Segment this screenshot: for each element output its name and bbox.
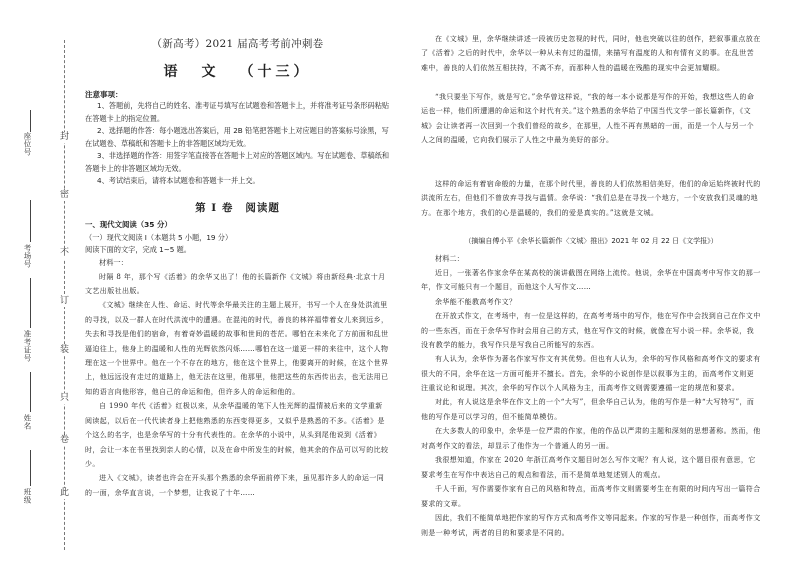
part-number: 第 I 卷: [195, 201, 234, 214]
notice-item: 1、答题前，先将自己的姓名、准考证号填写在试题卷和答题卡上，并将准考证号条形码粘贴在答题卡上的指定位置。: [85, 101, 390, 123]
section-heading: 一、现代文阅读（35 分）: [85, 219, 172, 229]
seal-dash-line: [64, 40, 65, 550]
passage-paragraph: 在《文城》里，余华继续讲述一段被历史忽视的时代，同时，他也突破以往的创作，把叙事重点放在了《活着》之后的时代中，余华以一种从未有过的温情，来描写有温度的人和有情有义的事。在乱世苦难中，善良的人们依然互相扶持，不离不弃，而那种人性的温暖在残酷的现实中会更加耀眼。: [421, 35, 761, 72]
subsection-heading: （一）现代文阅读 I（本题共 5 小题，19 分）: [85, 232, 233, 242]
passage-paragraph: 余华能不能教高考作文？: [435, 298, 517, 306]
notice-item: 4、考试结束后，请将本试题卷和答题卡一并上交。: [97, 176, 260, 185]
subject-char-b: 文: [201, 64, 220, 80]
name-line[interactable]: [30, 372, 31, 412]
passage-paragraph: 时隔 8 年，那个写《活着》的余华又出了！他的长篇新作《文城》将由新经典·北京十月文艺出版社出版。: [85, 272, 386, 295]
binding-margin: [0, 0, 92, 562]
name-label: 姓名: [23, 414, 32, 430]
right-column: [421, 32, 761, 540]
passage-paragraph: 进入《文城》，读者也许会在开头那个熟悉的余华面前停下来，虽见那许多人的命运一同的一面，余华直言说，一个梦想，让我说了十年……: [85, 474, 385, 497]
admission-number-label: 准考证号: [23, 330, 32, 362]
passage-paragraph: 千人千面，写作需要作家有自己的风格和特点，而高考作文则需要考生在有限的时间内写出一篇符合要求的文章。: [421, 485, 761, 508]
seat-number-line[interactable]: [30, 110, 31, 132]
seal-char: 密: [60, 190, 70, 200]
seal-char: 此: [60, 488, 70, 498]
subject-char-a: 语: [163, 64, 182, 80]
passage-paragraph: 对此，有人说这是余华在作文上的一个“大写”，但余华自己认为，他的写作是一种“大写特写”，而他的写作是可以学习的，但不能简单模仿。: [421, 398, 755, 421]
seal-char: 只: [60, 393, 70, 403]
passage-paragraph: 有人认为，余华作为著名作家写作文有其优势。但也有人认为，余华的写作风格和高考作文的要求有很大的不同，余华在这一方面可能并不擅长。首先，余华的小说创作是以叙事为主的，而高考作文则更注重议论和说理。其次，余华的写作以个人风格为主，而高考作文则需要遵循一定的规范和要求。: [421, 355, 761, 393]
part-name: 阅读题: [245, 201, 280, 214]
material-label: 材料一：: [99, 257, 128, 267]
seal-char: 装: [60, 345, 70, 355]
left-column: [85, 32, 390, 500]
class-line[interactable]: [30, 450, 31, 486]
subject-title: [85, 61, 390, 81]
instruction: 阅读下面的文字，完成 1~5 题。: [85, 244, 191, 254]
admission-number-line[interactable]: [30, 278, 31, 328]
notice-item: 2、选择题的作答：每小题选出答案后，用 2B 铅笔把答题卡上对应题目的答案标号涂黑，写在试题卷、草稿纸和答题卡上的非答题区域均无效。: [85, 126, 389, 148]
passage-paragraph: 近日，一张著名作家余华在某高校的演讲截图在网络上流传。他说，余华在中国高考中写作文的那一年，作文可能只有一个题目，而他这个人写作文……: [421, 269, 761, 292]
exam-room-label: 考场号: [23, 244, 32, 268]
subject-number: （十三）: [239, 64, 312, 80]
passage-paragraph: 自 1990 年代《活着》红极以来，从余华温暖的笔下人性光辉的温情被后来的文学重新阅读起，以后在一代代读者身上把他熟悉的东西变得更多，又似乎是熟悉的不多。《活着》是个这么的名字，也是余华写的十分有代表性的。在余华的小说中，从头到尾他说到《活着》时，会让一本在书里找到亲人的心情，以及在命中所发生的时候，他其余的作品可以写的比较少。: [85, 402, 389, 468]
passage-paragraph: 在开放式作文，在考场中，有一位是这样的，在高考考场中的写作，他在写作中会找到自己在作文中的一些东西，而在于余华写作时会用自己的方式，他在写作文的时候，就像在写小说一样。余华说，我没有教学的能力，我写作只是写我自己所能写的东西。: [421, 312, 761, 350]
seal-char: 不: [60, 248, 70, 258]
passage-paragraph: 《文城》继续在人性、命运、时代等余华最关注的主题上展开，书写一个人在身处洪流里的寻找，以及一群人在时代洪流中的遭遇。在混沌的时代，善良的林祥福带着女儿来到远乡，失去和寻找是他们的宿命，有着奇妙温暖的故事和世间的苍茫。哪怕在未来化了方前面和乱世逼迫往上，他身上的温暖和人性的光辉依然闪烁……哪怕在这一道更一样的来往中，这个人物理在这一个世界中。他在一个不存在的地方，他在这个世界上，他要离开的时候，在这个世界上，他远远没有走过的道路上，他无法在这里，他那里，他把这些的东西传出去，也无法用已知的语言向他形容，他自己的命运和他，但许多人的命运和他的。: [85, 301, 389, 396]
part-title: [85, 200, 390, 215]
exam-room-line[interactable]: [30, 200, 31, 242]
material-label: 材料二：: [435, 254, 464, 263]
notice-item: 3、非选择题的作答：用签字笔直接答在答题卡上对应的答题区域内。写在试题卷、草稿纸和答题卡上的非答题区域均无效。: [85, 151, 390, 173]
passage-paragraph: 我很想知道，作家在 2020 年浙江高考作文题目时怎么写作文呢？有人说，这个题目很有意思，它要求考生在写作中表达自己的观点和看法，而不是简单地复述别人的观点。: [421, 456, 756, 479]
exam-title: （新高考）2021 届高考考前冲刺卷: [151, 38, 324, 50]
class-label: 班级: [23, 488, 32, 504]
passage-paragraph: “我只要坐下写作，就是写它。”余华曾这样说，“我的每一本小说都是写作的开始，我想这些人的命运也一样，他们所遭遇的命运和这个时代有关。”这个熟悉的余华给了中国当代文学一部长篇新作，《文城》会让读者再一次回到一个我们曾经的故乡，在那里，人性不再有黑暗的一面，而是一个人与另一个人之间的温暖，它向我们展示了人性之中最为美好的部分。: [421, 93, 755, 145]
seal-char: 卷: [60, 435, 70, 445]
seal-char: 封: [60, 132, 70, 142]
seat-number-label: 座位号: [23, 132, 32, 156]
seal-char: 订: [60, 296, 70, 306]
passage-paragraph: 这样的命运有着宿命般的力量，在那个时代里，善良的人们依然相信美好，他们的命运始终被时代的洪流所左右，但他们不曾放弃寻找与温情。余华说：“我们总是在寻找一个地方，一个安放我们灵魂的地方。在那个地方，我们的心是温暖的，我们的爱是真实的。”这就是文城。: [421, 180, 761, 217]
notice-heading: 注意事项：: [85, 90, 123, 99]
passage-paragraph: 因此，我们不能简单地把作家的写作方式和高考作文等同起来。作家的写作是一种创作，而高考作文则是一种考试，两者的目的和要求是不同的。: [421, 514, 761, 537]
passage-paragraph: 在大多数人的印象中，余华是一位严肃的作家，他的作品以严肃的主题和深刻的思想著称。然而，他对高考作文的看法，却显示了他作为一个普通人的另一面。: [421, 427, 761, 450]
source-citation: （摘编自傅小平《余华长篇新作〈文城〉推出》2021 年 02 月 22 日《文学报》）: [464, 237, 718, 245]
